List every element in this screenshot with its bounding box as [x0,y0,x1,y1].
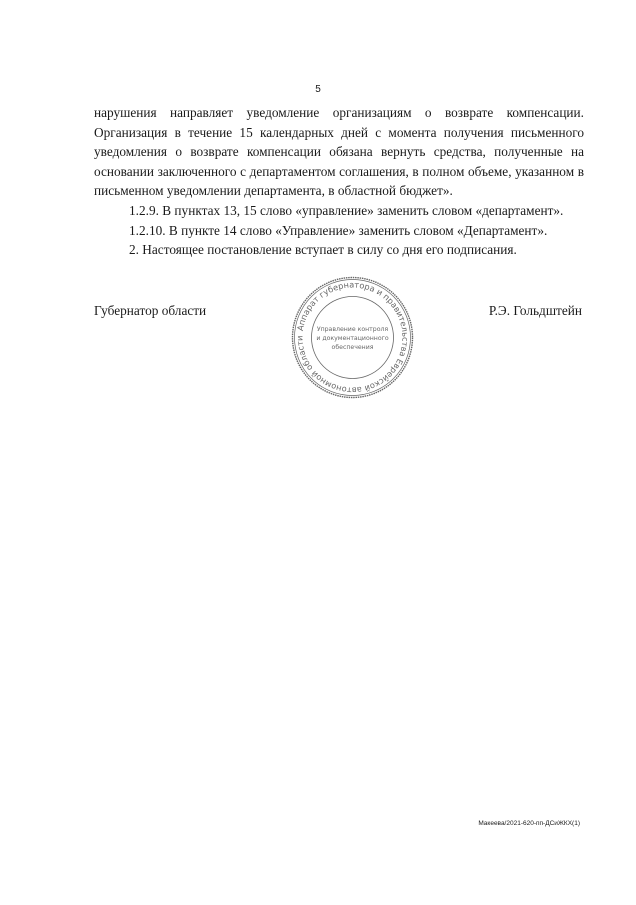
paragraph-continuation: нарушения направляет уведомление организациям о возврате компенсации. Организация в течение 15 календарных дней с момента получения письменного уведомления о возврате компенсации обязана вернуть средства, полученные на основании заключенного с департаментом соглашения, в полном объеме, указанном в письменном уведомлении департамента, в областной бюджет». [94,105,584,199]
body-text [94,103,584,260]
paragraph-1-2-9: 1.2.9. В пунктах 13, 15 слово «управление» заменить словом «департамент». [129,202,564,218]
document-code: Макеева/2021-620-пп-ДСиЖКХ(1) [478,820,580,827]
signature-title: Губернатор области [94,303,207,318]
paragraph-2: 2. Настоящее постановление вступает в силу со дня его подписания. [129,242,517,258]
svg-text:и документационного: и документационного [316,335,389,342]
svg-text:Управление контроля: Управление контроля [316,326,389,333]
svg-text:Аппарат губернатора и правител: Аппарат губернатора и правительства Еврейской автономной области [294,279,411,396]
svg-text:обеспечения: обеспечения [331,344,374,351]
paragraph-1-2-10: 1.2.10. В пункте 14 слово «Управление» заменить словом «Департамент». [129,222,548,238]
page-number: 5 [315,84,321,95]
official-stamp [290,275,415,400]
signature-name: Р.Э. Гольдштейн [488,303,582,318]
